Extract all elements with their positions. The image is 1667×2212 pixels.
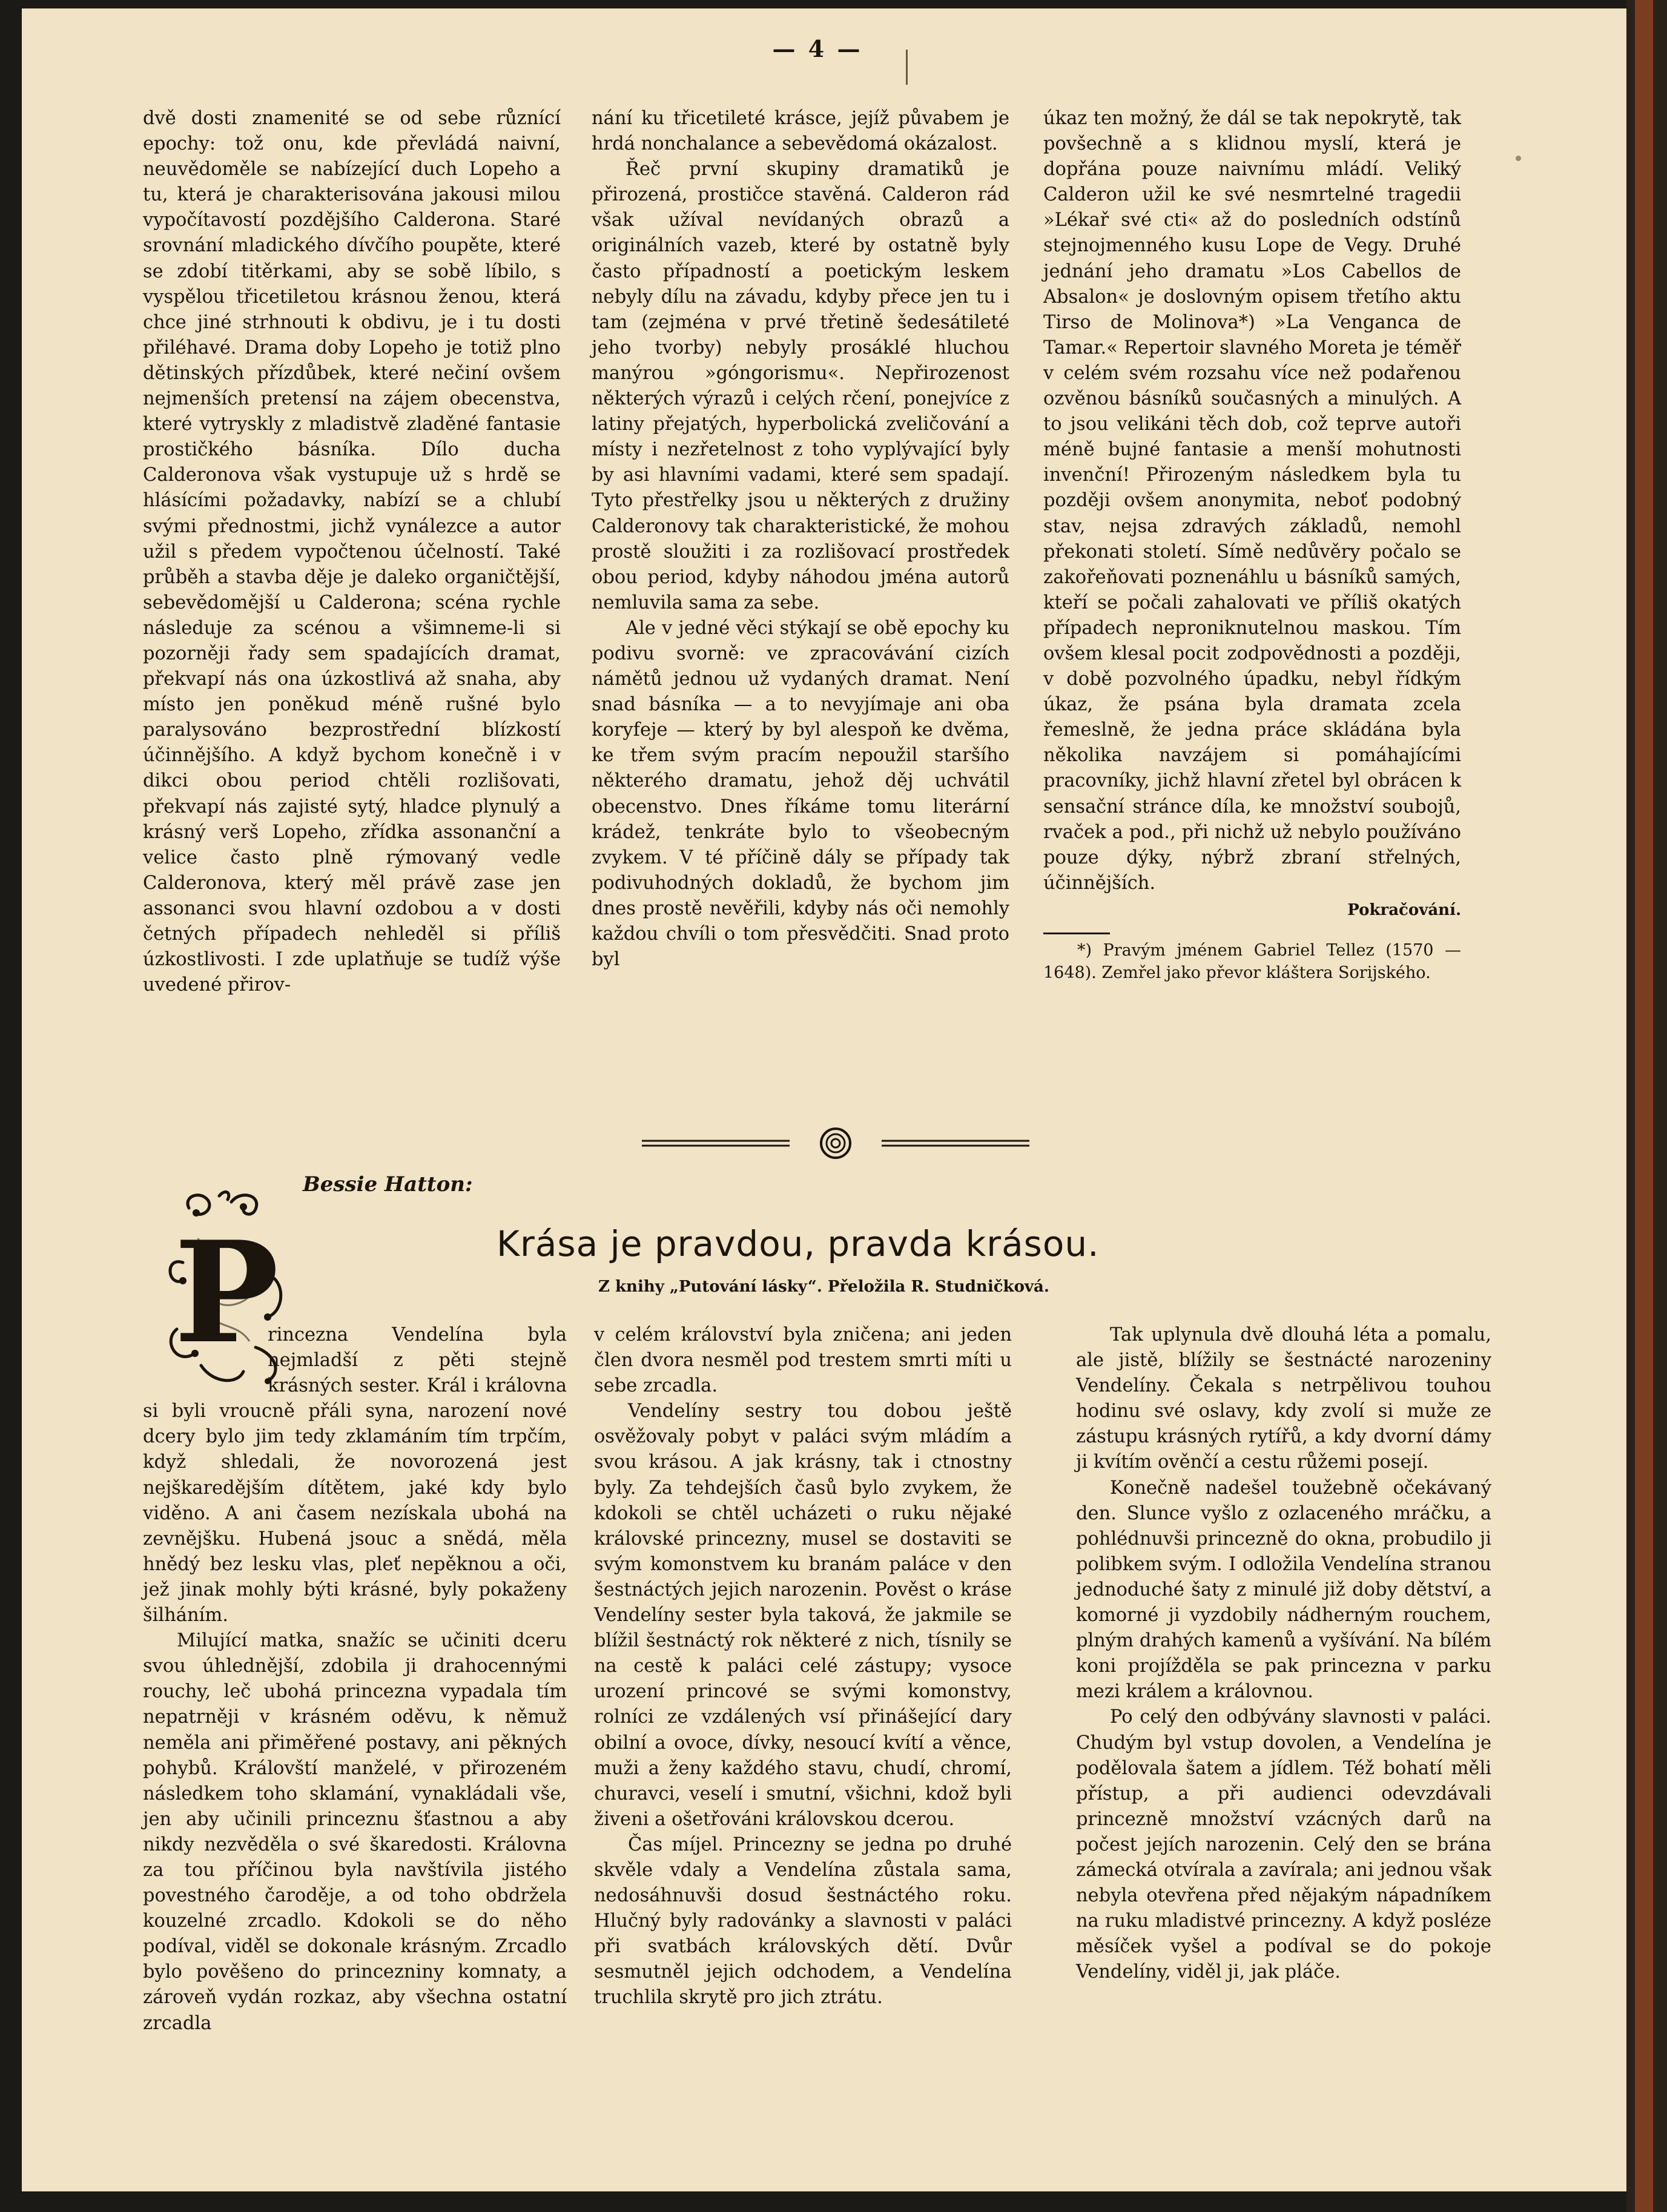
essay-column-3 [1043, 106, 1461, 984]
paragraph: Konečně nadešel toužebně očekávaný den. Slunce vyšlo z ozlaceného mráčku, a pohlédnuvši princezně do okna, probudilo ji polibkem svým. I odložila Vendelína stranou jednoduché šaty z minulé již doby dětství, a komorné ji vyzdobily nádherným rouchem, plným drahých kamenů a vyšívání. Na bílém koni projížděla se pak princezna v parku mezi králem a královnou. [1076, 1477, 1491, 1703]
paragraph: Milující matka, snažíc se učiniti dceru svou úhlednější, zdobila ji drahocennými rouchy, leč ubohá princezna vypadala tím nepatrněji v krásném oděvu, k němuž neměla ani přiměřené postavy, ani pěkných pohybů. Královští manželé, v přirozeném následkem toho sklamání, vynakládali vše, jen aby učinili princeznu šťastnou a aby nikdy nezvěděla o své škaredosti. Královna za tou příčinou byla navštívila jistého povestného čaroděje, a od toho obdržela kouzelné zrcadlo. Kdokoli se do něho podíval, viděl se dokonale krásným. Zrcadlo bylo pověšeno do princezniny komnaty, a zároveň vydán rozkaz, aby všechna ostatní zrcadla [143, 1630, 567, 2034]
paragraph: v celém království byla zničena; ani jeden člen dvora nesměl pod trestem smrti míti u sebe zrcadla. [594, 1324, 1012, 1397]
ornamental-divider [642, 1125, 1029, 1161]
footnote-rule [1043, 933, 1110, 934]
initial-spacer [143, 1244, 268, 1387]
paragraph: Ale v jedné věci stýkají se obě epochy ku podivu svorně: ve zpracovávání cizích námětů jednou už vydaných dramat. Není snad básníka — a to nevyjímaje ani oba koryfeje — který by byl alespoň ke dvěma, ke třem svým pracím nepoužil staršího některého dramatu, jehož děj uchvátil obecenstvo. Dnes říkáme tomu literární krádež, tenkráte bylo to všeobecným zvykem. V té příčině dály se případy tak podivuhodných dokladů, že bychom jim dnes prostě nevěřili, kdyby nás oči nemohly každou chvíli o tom přesvědčiti. Snad proto byl [592, 617, 1009, 971]
paragraph: dvě dosti znamenité se od sebe různící epochy: tož onu, kde převládá naivní, neuvědoměle se nabízející duch Lopeho a tu, která je charakterisována jakousi milou vypočítavostí pozdějšího Calderona. Staré srovnání mladického dívčího poupěte, které se zdobí titěrkami, aby se sobě líbilo, s vyspělou třicetiletou krásnou ženou, která chce jiné strhnouti k obdivu, je i tu dosti přiléhavé. Drama doby Lopeho je totiž plno dětinských přízdůbek, které nečiní ovšem nejmenších pretensí na zájem obecenstva, které vytryskly z mladistvě zladěné fantasie prostičkého básníka. Dílo ducha Calderonova však vystupuje už s hrdě se hlásícími požadavky, nabízí se a chlubí svými přednostmi, jichž vynálezce a autor užil s předem vypočtenou účelností. Také průběh a stavba děje je daleko organičtější, sebevědomější u Calderona; scéna rychle následuje za scénou a všimneme-li si pozorněji řady sem spadajících dramat, překvapí nás ona úzkostlivá až snaha, aby místo jen poněkud méně rušné bylo paralysováno bezprostřední blízkostí účinnějšího. A když bychom konečně i v dikci obou period chtěli rozlišovati, překvapí nás zajisté sytý, hladce plynulý a krásný verš Lopeho, zřídka assonanční a velice často plně rýmovaný vedle Calderonova, který měl právě zase jen assonanci svou hlavní ozdobou a v dosti četných případech nehleděl si příliš úzkostlivosti. I zde uplatňuje se tudíž výše uvedené přirov- [143, 108, 561, 996]
divider-left-lines [642, 1141, 790, 1146]
paragraph: Po celý den odbývány slavnosti v paláci. Chudým byl vstup dovolen, a Vendelína je podělovala šatem a jídlem. Též bohatí měli přístup, a při audienci odevzdávali princezně množství vzácných darů na počest jejích narozenin. Celý den se brána zámecká otvírala a zavírala; ani jednou však nebyla otevřena před nějakým nápadníkem na ruku mladistvé princezny. A když posléze měsíček vyšel a podíval se do pokoje Vendelíny, viděl ji, jak pláče. [1076, 1706, 1491, 1983]
paragraph [143, 1322, 567, 1628]
paragraph: úkaz ten možný, že dál se tak nepokrytě, tak povšechně a s klidnou myslí, která je dopřána pouze naivnímu mládí. Veliký Calderon užil ke své nesmrtelné tragedii »Lékař své cti« až do posledních odstínů stejnojmenného kusu Lope de Vegy. Druhé jednání jeho dramatu »Los Cabellos de Absalon« je doslovným opisem třetího aktu Tirso de Molinova*) »La Venganca de Tamar.« Repertoir slavného Moreta je téměř v celém svém rozsahu více než podařenou ozvěnou básníků současných a minulých. A to jsou velikáni těch dob, což teprve autoři méně bujné fantasie a menší mohutnosti invenční! Přirozeným následkem byla tu později ovšem anonymita, neboť podobný stav, nejsa zdravých základů, nemohl překonati století. Símě nedůvěry počalo se zakořeňovati poznenáhlu u básníků samých, kteří se počali zahalovati ve příliš okatých případech neproniknutelnou maskou. Tím ovšem klesal pocit zodpovědnosti a později, v době pozvolného úpadku, nebyl řídkým úkaz, že psána byla dramata zcela řemeslně, že jedna práce skládána byla několika navzájem si pomáhajícími pracovníky, jichž hlavní zřetel byl obrácen k sensační stránce díla, ke množství soubojů, rvaček a pod., při nichž už nebylo používáno pouze dýky, nýbrž zbraní střelných, účinnějších. [1043, 108, 1461, 894]
paragraph: Vendelíny sestry tou dobou ještě osvěžovaly pobyt v paláci svým mládím a svou krásou. A jak krásny, tak i ctnostny byly. Za tehdejších časů bylo zvykem, že kdokoli se chtěl ucházeti o ruku nějaké královské princezny, musel se dostaviti se svým komonstvem ku branám paláce v den šestnáctých jejich narozenin. Pověst o kráse Vendelíny sester byla taková, že jakmile se blížil šestnáctý rok některé z nich, tísnily se na cestě k paláci celé zástupy; vysoce urození princové se svými komonstvy, rolníci ze vzdálených vsí přinášející dary obilní a ovoce, dívky, nesoucí kvítí a věnce, muži a ženy každého stavu, chudí, chromí, churavci, veselí i smutní, všichni, kdož byli živeni a ošetřováni královskou dcerou. [594, 1401, 1012, 1830]
paragraph: Tak uplynula dvě dlouhá léta a pomalu, ale jistě, blížily se šestnácté narozeniny Vendelíny. Čekala s netrpělivou touhou hodinu své oslavy, kdy zvolí si muže ze zástupu krásných rytířů, a kdy dvorní dámy ji kvítím ověnčí a cestu růžemi posejí. [1076, 1324, 1491, 1473]
divider-center-ornament [821, 1129, 850, 1158]
essay-column-1 [143, 106, 561, 998]
paper-speck [1516, 156, 1521, 161]
footnote: *) Pravým jménem Gabriel Tellez (1570 —1648). Zemřel jako převor kláštera Sorijského. [1043, 941, 1461, 982]
paragraph: Řeč první skupiny dramatiků je přirozená, prostičce stavěná. Calderon rád však užíval nevídaných obrazů a originálních vazeb, které by ostatně byly často případností a poetickým leskem nebyly dílu na závadu, kdyby přece jen tu i tam (zejména v prvé třetině šedesátileté jeho tvorby) nebyly prosáklé hluchou manýrou »góngorismu«. Nepřirozenost některých výrazů i celých rčení, ponejvíce z latiny přejatých, hyperbolická zveličování a místy i nezřetelnost z toho vyplývající byly by asi hlavními vadami, které sem spadají. Tyto přestřelky jsou u některých z družiny Calderonovy tak charakteristické, že mohou prostě sloužiti i za rozlišovací prostředek obou period, kdyby náhodou jména autorů nemluvila sama za sebe. [592, 159, 1009, 613]
paragraph-text: rincezna Vendelína byla nejmladší z pěti stejně krásných sester. Král i královna si byli vroucně přáli syna, narození nové dcery bylo jim tedy zklamáním tím trpčím, když shledali, že novorozená jest nejškaredějším dítětem, jaké kdy bylo viděno. A ani časem nezískala ubohá na zevnějšku. Hubená jsouc a snědá, měla hnědý bez lesku vlas, pleť nepěknou a oči, jež jinak mohly býti krásné, byly pokaženy šilháním. [143, 1324, 567, 1626]
initial-letter: P [174, 1211, 279, 1375]
paragraph: Čas míjel. Princezny se jedna po druhé skvěle vdaly a Vendelína zůstala sama, nedosáhnuvši dosud šestnáctého roku. Hlučný byly radovánky a slavnosti v paláci při svatbách královských dětí. Dvůr sesmutněl jejich odchodem, a Vendelína truchlila skrytě pro jich ztrátu. [594, 1834, 1012, 2009]
paragraph: nání ku třicetileté krásce, jejíž půvabem je hrdá nonchalance a sebevědomá okázalost. [592, 108, 1009, 155]
continued-note: Pokračování. [1347, 900, 1461, 919]
story-title: Krása je pravdou, pravda krásou. [497, 1223, 1100, 1264]
story-column-1 [143, 1322, 567, 2036]
story-author: Bessie Hatton: [303, 1172, 473, 1197]
page-number: — 4 — [772, 35, 863, 62]
story-column-3 [1076, 1322, 1491, 1985]
essay-column-2 [592, 106, 1009, 972]
divider-right-lines [882, 1141, 1029, 1146]
story-subtitle: Z knihy „Putování lásky“. Přeložila R. Studničková. [598, 1278, 1049, 1296]
story-column-2 [594, 1322, 1012, 2011]
book-spine [1626, 0, 1667, 2212]
